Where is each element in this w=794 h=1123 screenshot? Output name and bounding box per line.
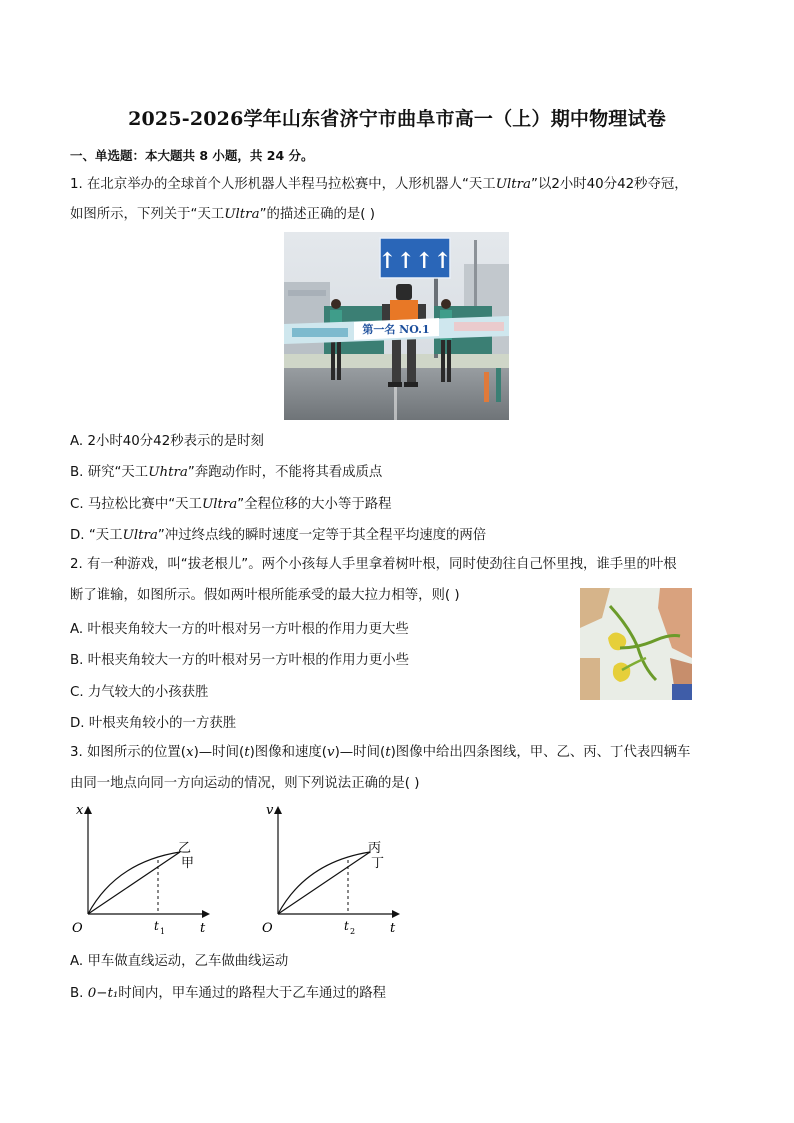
option-math: 0−t₁ <box>87 986 119 1001</box>
option-text: 时间内，甲车通过的路程大于乙车通过的路程 <box>118 986 387 1001</box>
line-jia <box>88 852 180 914</box>
option-var: Ultra <box>201 497 238 512</box>
option-text: C. 马拉松比赛中“天工 <box>70 497 202 512</box>
q2-option-a[interactable]: A. 叶根夹角较大一方的叶根对另一方叶根的作用力更大些 <box>70 622 409 637</box>
vt-graph <box>258 800 408 940</box>
section-heading: 一、单选题：本大题共 8 小题，共 24 分。 <box>70 148 314 163</box>
q3-var: v <box>326 745 335 760</box>
q3-var: t <box>244 745 250 760</box>
option-var: Ultra <box>122 528 158 543</box>
line-ding <box>278 852 370 914</box>
xt-graph <box>68 800 218 940</box>
q3-text: )图像中给出四条图线，甲、乙、丙、丁代表四辆车 <box>390 745 691 760</box>
q2-option-c[interactable]: C. 力气较大的小孩获胜 <box>70 685 209 700</box>
q2-stem-line1: 2. 有一种游戏，叫“拔老根儿”。两个小孩每人手里拿着树叶根，同时使劲往自己怀里拽，谁手里的叶根 <box>70 557 677 572</box>
q1-text: ”的描述正确的是( ) <box>259 207 375 222</box>
option-text: B. <box>70 986 88 1001</box>
option-text: ”奔跑动作时，不能将其看成质点 <box>187 465 383 480</box>
origin-label: O <box>72 921 83 936</box>
curve-label-jia: 甲 <box>181 856 195 871</box>
q2-option-b[interactable]: B. 叶根夹角较大一方的叶根对另一方叶根的作用力更小些 <box>70 653 410 668</box>
option-var: Uhtra <box>148 465 188 480</box>
y-axis-label: v <box>266 803 274 818</box>
q1-text: 1. 在北京举办的全球首个人形机器人半程马拉松赛中，人形机器人“天工 <box>70 177 496 192</box>
sign-arrows-text: ↑↑↑↑ <box>378 248 452 274</box>
q3-var: x <box>186 745 194 760</box>
origin-label: O <box>262 921 273 936</box>
option-text: D. “天工 <box>70 528 123 543</box>
t-mark-sub: 1 <box>160 927 166 936</box>
q1-stem-line2 <box>70 205 375 225</box>
q3-text: )—时间( <box>334 745 386 760</box>
exam-title: 2025-2026学年山东省济宁市曲阜市高一（上）期中物理试卷 <box>128 108 666 130</box>
curve-label-ding: 丁 <box>371 856 385 871</box>
q3-stem-line2: 由同一地点向同一方向运动的情况，则下列说法正确的是( ) <box>70 776 420 791</box>
t-mark-sub: 2 <box>350 927 356 936</box>
q1-option-d[interactable] <box>70 524 486 543</box>
q1-var: Ultra <box>495 177 532 192</box>
q3-var: t <box>385 745 391 760</box>
q1-stem-line1 <box>70 175 688 195</box>
robot-marathon-photo <box>284 232 509 420</box>
q1-var: Ultra <box>224 207 260 222</box>
q3-text: )—时间( <box>193 745 245 760</box>
q3-text: 3. 如图所示的位置( <box>70 745 186 760</box>
q1-text: 如图所示，下列关于“天工 <box>70 207 225 222</box>
option-text: ”冲过终点线的瞬时速度一定等于其全程平均速度的两倍 <box>157 528 487 543</box>
q3-stem-line1 <box>70 743 690 763</box>
q1-text: ”以2小时40分42秒夺冠， <box>531 177 688 192</box>
q2-option-d[interactable]: D. 叶根夹角较小的一方获胜 <box>70 716 237 731</box>
q3-text: )图像和速度( <box>249 745 327 760</box>
option-text: ”全程位移的大小等于路程 <box>237 497 392 512</box>
y-axis-label: x <box>76 803 84 818</box>
x-axis-label: t <box>390 921 396 936</box>
curve-label-bing: 丙 <box>368 841 382 856</box>
curve-label-yi: 乙 <box>178 841 192 856</box>
q1-option-a[interactable]: A. 2小时40分42秒表示的是时刻 <box>70 434 264 449</box>
q3-option-b[interactable] <box>70 982 386 1001</box>
q3-option-a[interactable]: A. 甲车做直线运动，乙车做曲线运动 <box>70 954 289 969</box>
q1-option-b[interactable] <box>70 461 382 480</box>
q1-option-c[interactable] <box>70 493 392 512</box>
t-mark: t <box>154 919 159 933</box>
x-axis-label: t <box>200 921 206 936</box>
t-mark: t <box>344 919 349 933</box>
leaf-stem-game-photo <box>580 588 692 700</box>
finish-banner-text: 第一名 NO.1 <box>362 323 430 336</box>
q2-stem-line2: 断了谁输，如图所示。假如两叶根所能承受的最大拉力相等，则( ) <box>70 588 460 603</box>
option-text: B. 研究“天工 <box>70 465 149 480</box>
